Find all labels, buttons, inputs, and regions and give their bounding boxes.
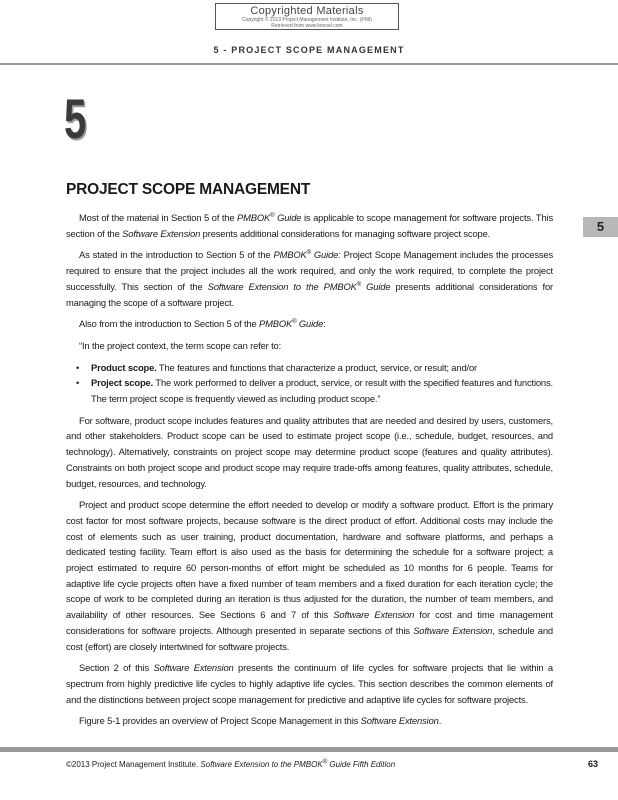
watermark-title: Copyrighted Materials <box>250 5 364 17</box>
paragraph-1: Most of the material in Section 5 of the PMBOK® Guide is applicable to scope management for software projects. This section of the Software Extension presents additional considerations for managing software project scope. <box>66 212 553 239</box>
paragraph-8: Figure 5-1 provides an overview of Project Scope Management in this Software Extension. <box>79 715 442 727</box>
body-text <box>66 210 553 735</box>
chapter-tab-marker: 5 <box>583 217 618 237</box>
paragraph-7: Section 2 of this Software Extension presents the continuum of life cycles for software projects that lie within a spectrum from highly predictive life cycles to highly adaptive life cycles. This section describes the common elements of and the distinctions between project scope management for predictive and adaptive life cycles for software projects. <box>66 662 553 705</box>
copyright-watermark <box>215 3 399 30</box>
watermark-line-2: Retrieved from www.knovel.com <box>271 23 343 29</box>
list-item: • Project scope. The work performed to deliver a product, service, or result with the specified features and functions. The term project scope is frequently viewed as including product scope.” <box>76 377 553 405</box>
paragraph-2: As stated in the introduction to Section 5 of the PMBOK® Guide: Project Scope Management includes the processes required to ensure that the project includes all the work required, and only the work required, to complete the project successfully. This section of the Software Extension to the PMBOK® Guide presents additional considerations for managing the scope of a software project. <box>66 249 553 308</box>
paragraph-3: Also from the introduction to Section 5 of the PMBOK® Guide: <box>79 318 326 330</box>
footer-citation: ©2013 Project Management Institute. Software Extension to the PMBOK® Guide Fifth Edition <box>66 759 396 769</box>
watermark-line-1: Copyright © 2013 Project Management Institute, Inc. (PMI) <box>242 17 372 23</box>
scope-bullet-list <box>66 360 553 407</box>
paragraph-6: Project and product scope determine the effort needed to develop or modify a software product. Effort is the primary cost factor for most software projects, because software is the direct product of effort. Additional costs may include the cost of elements such as user training, product documentation, hardware and software platforms, and perhaps a dedicated testing facility. Team effort is also used as the basis for determining the schedule for a software project; a project estimated to require 60 person-months of effort might be scheduled as 10 months for 6 people. Teams for adaptive life cycle projects often have a fixed number of team members and a fixed duration for each iteration cycle; the scope of work to be completed during an iteration is thus adjusted for the duration, the number of team members, and availability of other resources. See Sections 6 and 7 of this Software Extension for cost and time management considerations for software projects. Although presented in separate sections of this Software Extension, schedule and cost (effort) are closely intertwined for software projects. <box>66 499 553 652</box>
paragraph-5: For software, product scope includes features and quality attributes that are needed and desired by users, customers, and other stakeholders. Product scope can be used to estimate project scope (i.e., schedule, budget, resources, and technology). Alternatively, constraints on project scope may determine product scope (features and quality attributes). Constraints on both project scope and product scope may require trade-offs among features, quality attributes, schedule, budget, resources, and technology. <box>66 414 553 489</box>
chapter-number: 5 <box>64 87 87 150</box>
section-title: PROJECT SCOPE MANAGEMENT <box>66 181 311 198</box>
page-number: 63 <box>588 759 599 769</box>
bullet-dot: • <box>76 377 80 389</box>
list-item: • Product scope. The features and functions that characterize a product, service, or result; and/or <box>91 360 553 376</box>
bullet-dot: • <box>76 361 80 373</box>
header-rule <box>0 63 618 65</box>
paragraph-4: “In the project context, the term scope can refer to: <box>79 339 282 351</box>
running-header: 5 - PROJECT SCOPE MANAGEMENT <box>213 45 405 55</box>
footer-rule <box>0 747 618 752</box>
